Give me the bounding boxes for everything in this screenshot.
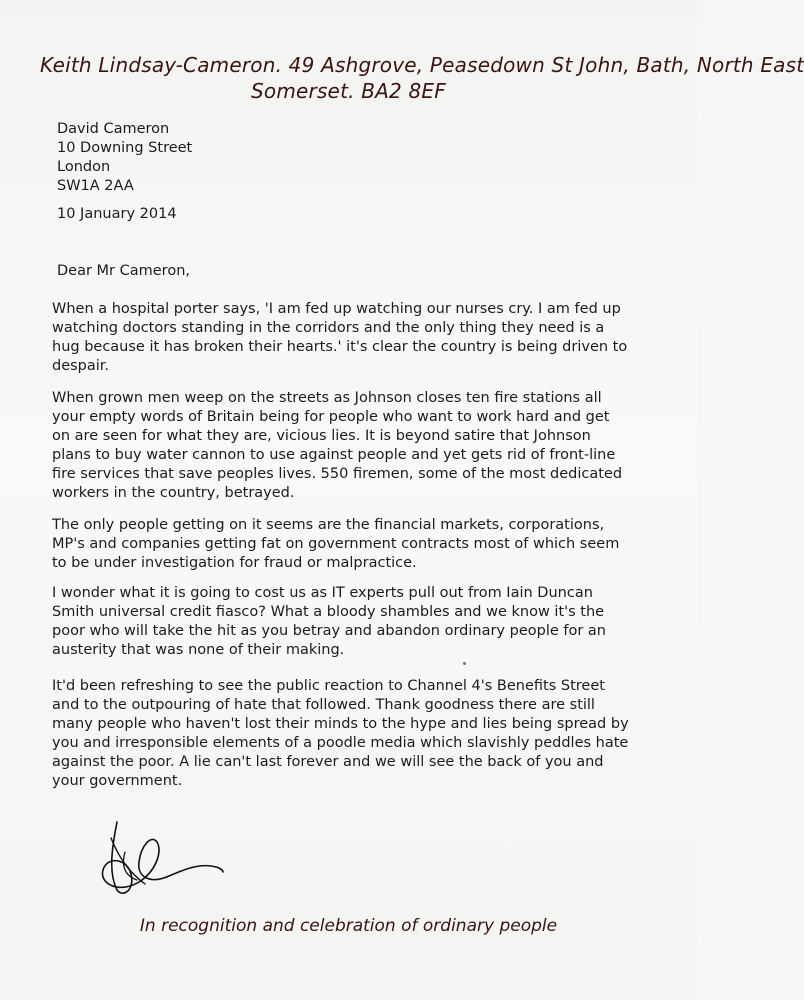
paragraph-line: against the poor. A lie can't last forever and we will see the back of you and — [52, 754, 604, 770]
recipient-address — [57, 120, 192, 196]
paper-speck — [463, 662, 466, 665]
paragraph-4 — [52, 584, 672, 660]
paragraph-line: It'd been refreshing to see the public reaction to Channel 4's Benefits Street — [52, 678, 605, 694]
letterhead — [40, 52, 804, 104]
paragraph-line: When grown men weep on the streets as Johnson closes ten fire stations all — [52, 390, 602, 406]
paragraph-3 — [52, 516, 672, 573]
paragraph-line: I wonder what it is going to cost us as IT experts pull out from Iain Duncan — [52, 585, 593, 601]
recipient-postcode: SW1A 2AA — [57, 178, 134, 194]
paragraph-line: watching doctors standing in the corridors and the only thing they need is a — [52, 320, 605, 336]
paragraph-1 — [52, 300, 672, 376]
paragraph-line: MP's and companies getting fat on government contracts most of which seem — [52, 536, 620, 552]
paragraph-line: Smith universal credit fiasco? What a bloody shambles and we know it's the — [52, 604, 605, 620]
paragraph-line: many people who haven't lost their minds to the hype and lies being spread by — [52, 716, 629, 732]
paragraph-line: hug because it has broken their hearts.' it's clear the country is being driven to — [52, 339, 628, 355]
salutation: Dear Mr Cameron, — [57, 263, 190, 279]
paragraph-line: The only people getting on it seems are the financial markets, corporations, — [52, 517, 605, 533]
handwritten-signature — [95, 812, 225, 897]
paragraph-line: poor who will take the hit as you betray and abandon ordinary people for an — [52, 623, 606, 639]
paragraph-line: your empty words of Britain being for people who want to work hard and get — [52, 409, 610, 425]
paragraph-line: you and irresponsible elements of a poodle media which slavishly peddles hate — [52, 735, 629, 751]
paragraph-line: workers in the country, betrayed. — [52, 485, 295, 501]
recipient-name: David Cameron — [57, 121, 170, 137]
paragraph-line: and to the outpouring of hate that followed. Thank goodness there are still — [52, 697, 595, 713]
letterhead-line-1: Keith Lindsay-Cameron. 49 Ashgrove, Peasedown St John, Bath, North East — [40, 53, 804, 77]
paragraph-line: on are seen for what they are, vicious lies. It is beyond satire that Johnson — [52, 428, 591, 444]
recipient-city: London — [57, 159, 111, 175]
paragraph-line: When a hospital porter says, 'I am fed up watching our nurses cry. I am fed up — [52, 301, 621, 317]
recipient-street: 10 Downing Street — [57, 140, 193, 156]
paragraph-2 — [52, 389, 672, 503]
paragraph-line: despair. — [52, 358, 110, 374]
paragraph-line: austerity that was none of their making. — [52, 642, 345, 658]
paragraph-line: fire services that save peoples lives. 550 firemen, some of the most dedicated — [52, 466, 623, 482]
footer-tagline: In recognition and celebration of ordinary people — [139, 916, 558, 936]
letterhead-line-2: Somerset. BA2 8EF — [251, 79, 446, 103]
paragraph-line: to be under investigation for fraud or malpractice. — [52, 555, 417, 571]
paragraph-line: plans to buy water cannon to use against people and yet gets rid of front-line — [52, 447, 616, 463]
paragraph-5 — [52, 677, 672, 791]
paragraph-line: your government. — [52, 773, 183, 789]
letter-date: 10 January 2014 — [57, 206, 177, 222]
